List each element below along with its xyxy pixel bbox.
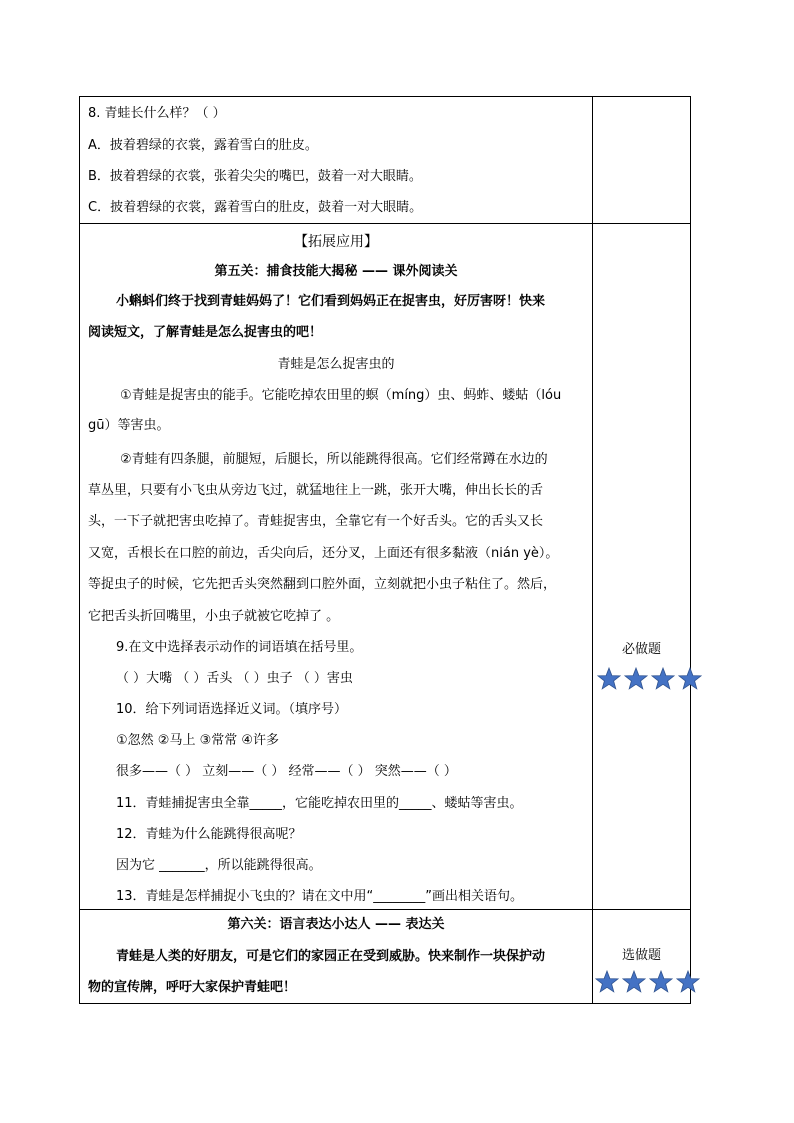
q9-prompt: 9.在文中选择表示动作的词语填在括号里。 — [116, 640, 363, 655]
intro-line-2: 阅读短文，了解青蛙是怎么捉害虫的吧！ — [88, 325, 323, 340]
q12-answer: 因为它 _______，所以能跳得很高。 — [116, 858, 322, 873]
express-line-1: 青蛙是人类的好朋友，可是它们的家园正在受到威胁。快来制作一块保护动 — [116, 949, 546, 964]
optional-stars — [595, 970, 703, 994]
passage-title: 青蛙是怎么捉害虫的 — [277, 357, 395, 372]
q8-option-a: A．披着碧绿的衣裳，露着雪白的肚皮。 — [88, 138, 318, 153]
q10-options: ①忽然 ②马上 ③常常 ④许多 — [116, 733, 280, 748]
q10-prompt: 10．给下列词语选择近义词。（填序号） — [116, 702, 348, 717]
q12-prompt: 12．青蛙为什么能跳得很高呢？ — [116, 827, 302, 842]
star-icon — [676, 970, 700, 994]
star-icon — [624, 667, 648, 691]
star-icon — [597, 667, 621, 691]
required-label: 必做题 — [621, 642, 661, 657]
q9-blanks: （ ）大嘴 （ ）舌头 （ ）虫子 （ ）害虫 — [116, 671, 353, 686]
optional-label: 选做题 — [621, 948, 661, 963]
q8-side-cell — [593, 97, 691, 224]
q8-cell — [80, 97, 593, 224]
required-side-cell — [593, 224, 691, 910]
passage-p2-line2: 草丛里，只要有小飞虫从旁边飞过，就猛地往上一跳，张开大嘴，伸出长长的舌 — [88, 483, 544, 498]
q8-question: 8. 青蛙长什么样？（ ） — [88, 106, 226, 121]
express-line-2: 物的宣传牌，呼吁大家保护青蛙吧！ — [88, 980, 297, 995]
star-icon — [678, 667, 702, 691]
q8-option-c: C．披着碧绿的衣裳，露着雪白的肚皮，鼓着一对大眼睛。 — [88, 200, 423, 215]
q11-prompt: 11．青蛙捕捉害虫全靠_____，它能吃掉农田里的_____、蝼蛄等害虫。 — [116, 796, 523, 811]
section-heading: 【拓展应用】 — [294, 234, 378, 250]
passage-p2-line6: 它把舌头折回嘴里，小虫子就被它吃掉了 。 — [88, 609, 340, 624]
star-icon — [649, 970, 673, 994]
passage-p2-line4: 又宽，舌根长在口腔的前边，舌尖向后，还分叉，上面还有很多黏液（nián yè）。 — [88, 546, 559, 561]
express-cell — [80, 910, 593, 1004]
passage-p1-line2: gū）等害虫。 — [88, 418, 170, 433]
star-icon — [595, 970, 619, 994]
q13-prompt: 13．青蛙是怎样捕捉小飞虫的？请在文中用“________”画出相关语句。 — [116, 889, 524, 904]
q8-option-b: B．披着碧绿的衣裳，张着尖尖的嘴巴，鼓着一对大眼睛。 — [88, 169, 422, 184]
level-six-title: 第六关：语言表达小达人 —— 表达关 — [227, 917, 445, 932]
optional-side-cell — [593, 910, 691, 1004]
q10-pairs: 很多——（ ） 立刻——（ ） 经常——（ ） 突然——（ ） — [116, 764, 457, 779]
level-five-title: 第五关：捕食技能大揭秘 —— 课外阅读关 — [214, 264, 458, 279]
intro-line-1: 小蝌蚪们终于找到青蛙妈妈了！它们看到妈妈正在捉害虫，好厉害呀！快来 — [116, 294, 546, 309]
extend-cell — [80, 224, 593, 910]
passage-p2-line3: 头，一下子就把害虫吃掉了。青蛙捉害虫，全靠它有一个好舌头。它的舌头又长 — [88, 514, 544, 529]
passage-p2-line5: 等捉虫子的时候，它先把舌头突然翻到口腔外面，立刻就把小虫子粘住了。然后， — [88, 577, 557, 592]
worksheet-table — [79, 96, 691, 1004]
required-stars — [597, 667, 705, 691]
passage-p2-line1: ②青蛙有四条腿，前腿短，后腿长，所以能跳得很高。它们经常蹲在水边的 — [120, 452, 548, 467]
star-icon — [651, 667, 675, 691]
star-icon — [622, 970, 646, 994]
passage-p1-line1: ①青蛙是捉害虫的能手。它能吃掉农田里的螟（míng）虫、蚂蚱、蝼蛄（lóu — [120, 388, 562, 403]
